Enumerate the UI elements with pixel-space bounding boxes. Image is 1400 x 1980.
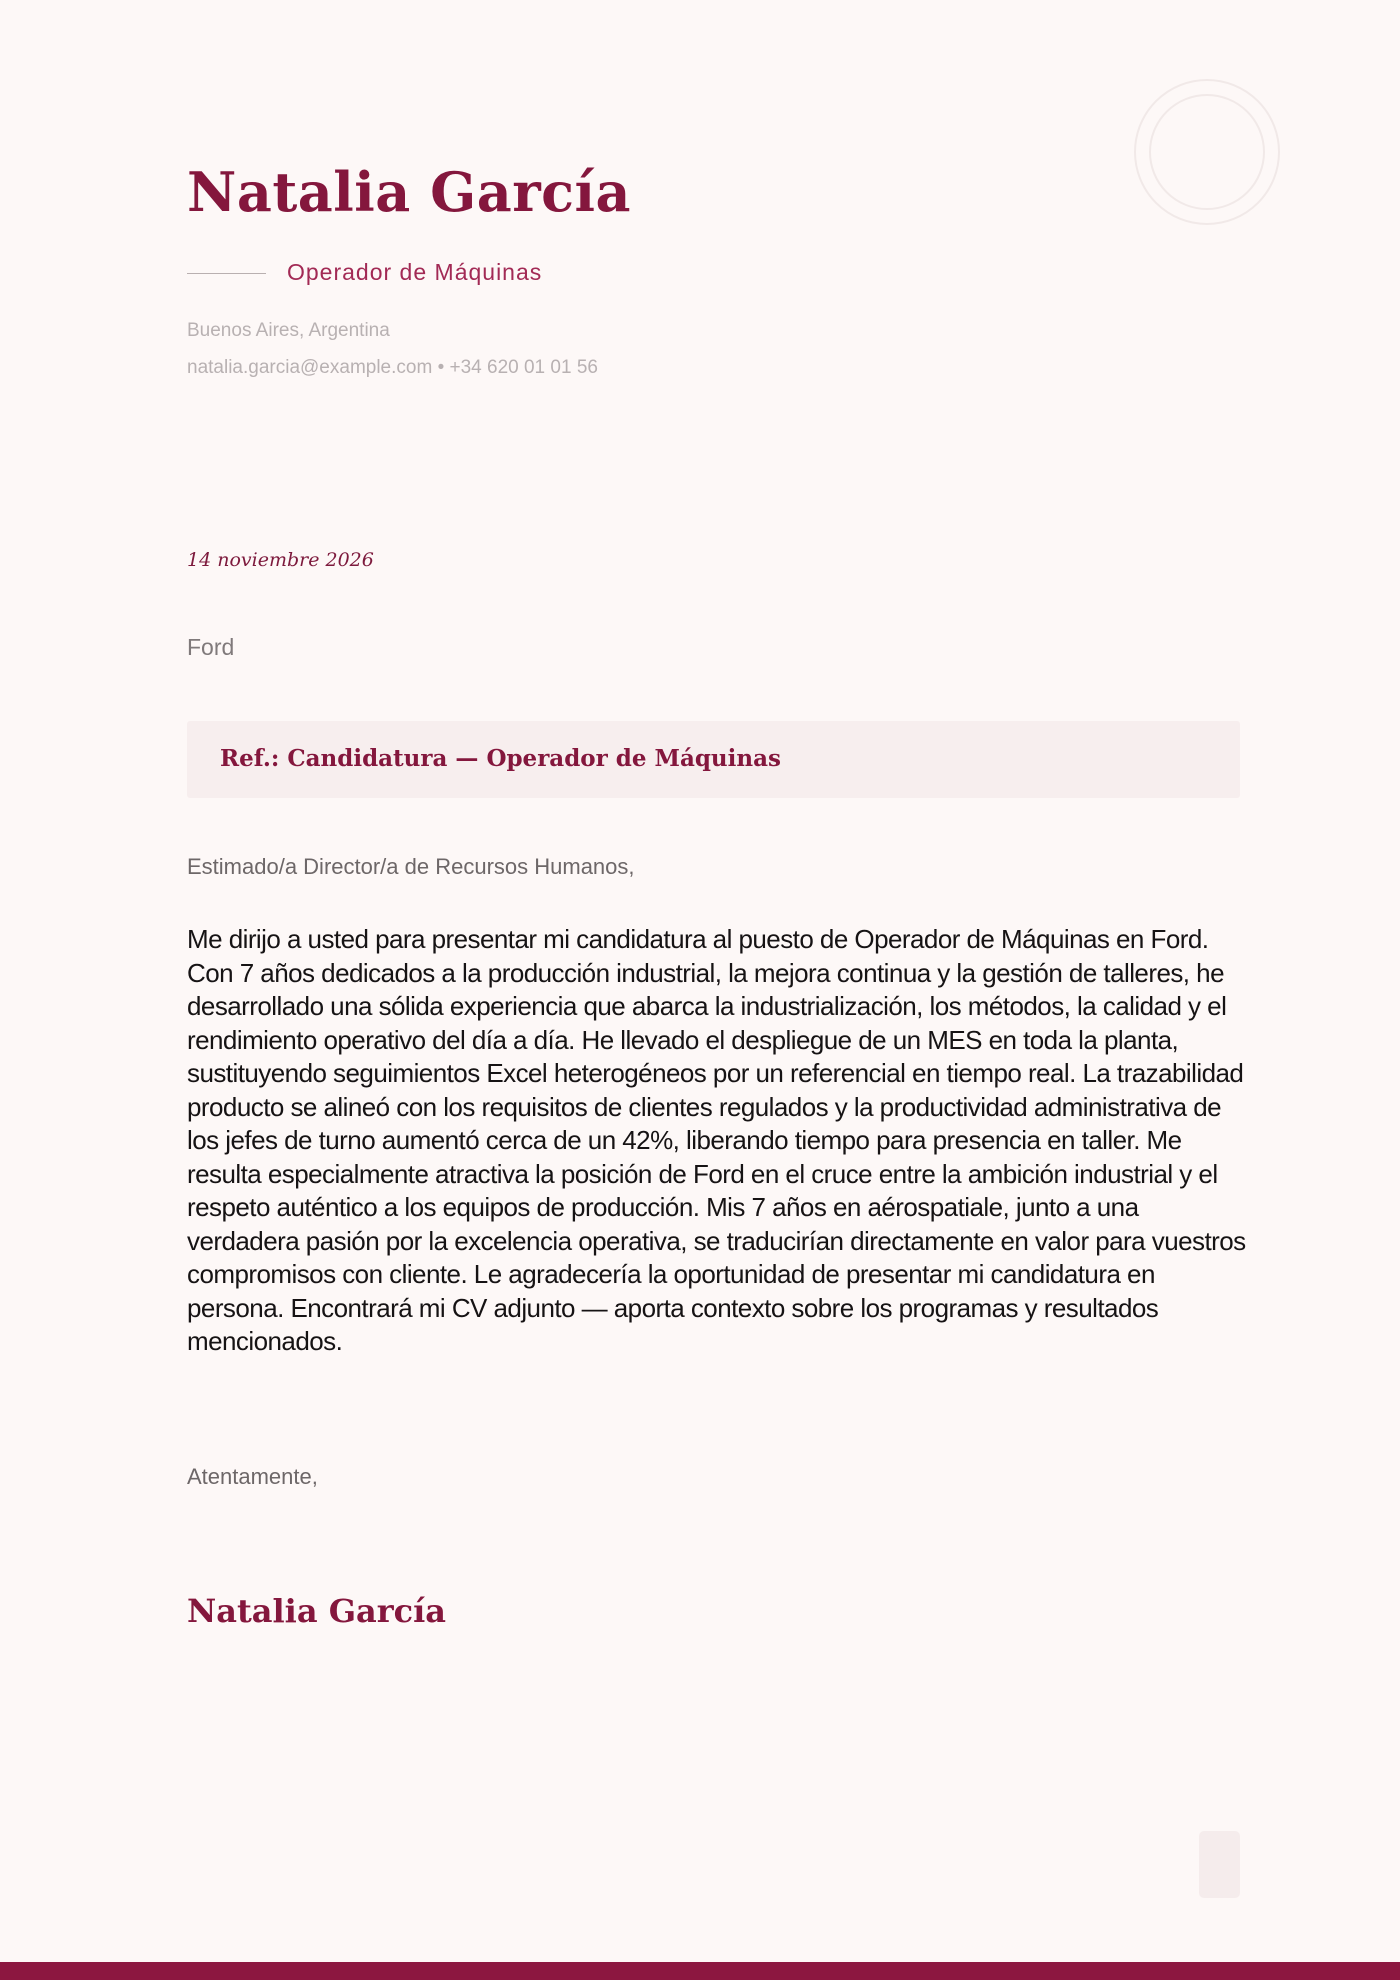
- page-tab-decoration: [1199, 1831, 1240, 1898]
- sender-contact: natalia.garcia@example.com • +34 620 01 01 56: [187, 357, 598, 378]
- salutation: Estimado/a Director/a de Recursos Humanos,: [187, 854, 635, 879]
- letter-date: 14 noviembre 2026: [187, 549, 374, 571]
- sender-location: Buenos Aires, Argentina: [187, 320, 390, 341]
- letter-paragraph: Me dirijo a usted para presentar mi candidatura al puesto de Operador de Máquinas en Ford. Con 7 años dedicados a la producción industrial, la mejora continua y la gestión de talleres, he desarrollado una sólida experiencia que abarca la industrialización, los métodos, la calidad y el rendimiento operativo del día a día. He llevado el despliegue de un MES en toda la planta, sustituyendo seguimientos Excel heterogéneos por un referencial en tiempo real. La trazabilidad producto se alineó con los requisitos de clientes regulados y la productividad administrativa de los jefes de turno aumentó cerca de un 42%, liberando tiempo para presencia en taller. Me resulta especialmente atractiva la posición de Ford en el cruce entre la ambición industrial y el respeto auténtico a los equipos de producción. Mis 7 años en aérospatiale, junto a una verdadera pasión por la excelencia operativa, se traducirían directamente en valor para vuestros compromisos con cliente. Le agradecería la oportunidad de presentar mi candidatura en persona. Encontrará mi CV adjunto — aporta contexto sobre los programas y resultados mencionados.: [187, 924, 1246, 1356]
- recipient-company: Ford: [187, 634, 235, 660]
- footer-bar: [0, 1962, 1400, 1980]
- reference-box: [187, 721, 1240, 798]
- reference-line: Ref.: Candidatura — Operador de Máquinas: [220, 745, 781, 772]
- title-divider: [187, 273, 266, 274]
- sender-name: Natalia García: [187, 160, 632, 224]
- sender-job-title: Operador de Máquinas: [287, 259, 543, 285]
- closing: Atentamente,: [187, 1464, 318, 1489]
- signature-name: Natalia García: [187, 1592, 446, 1630]
- decorative-circle-inner: [1149, 94, 1265, 210]
